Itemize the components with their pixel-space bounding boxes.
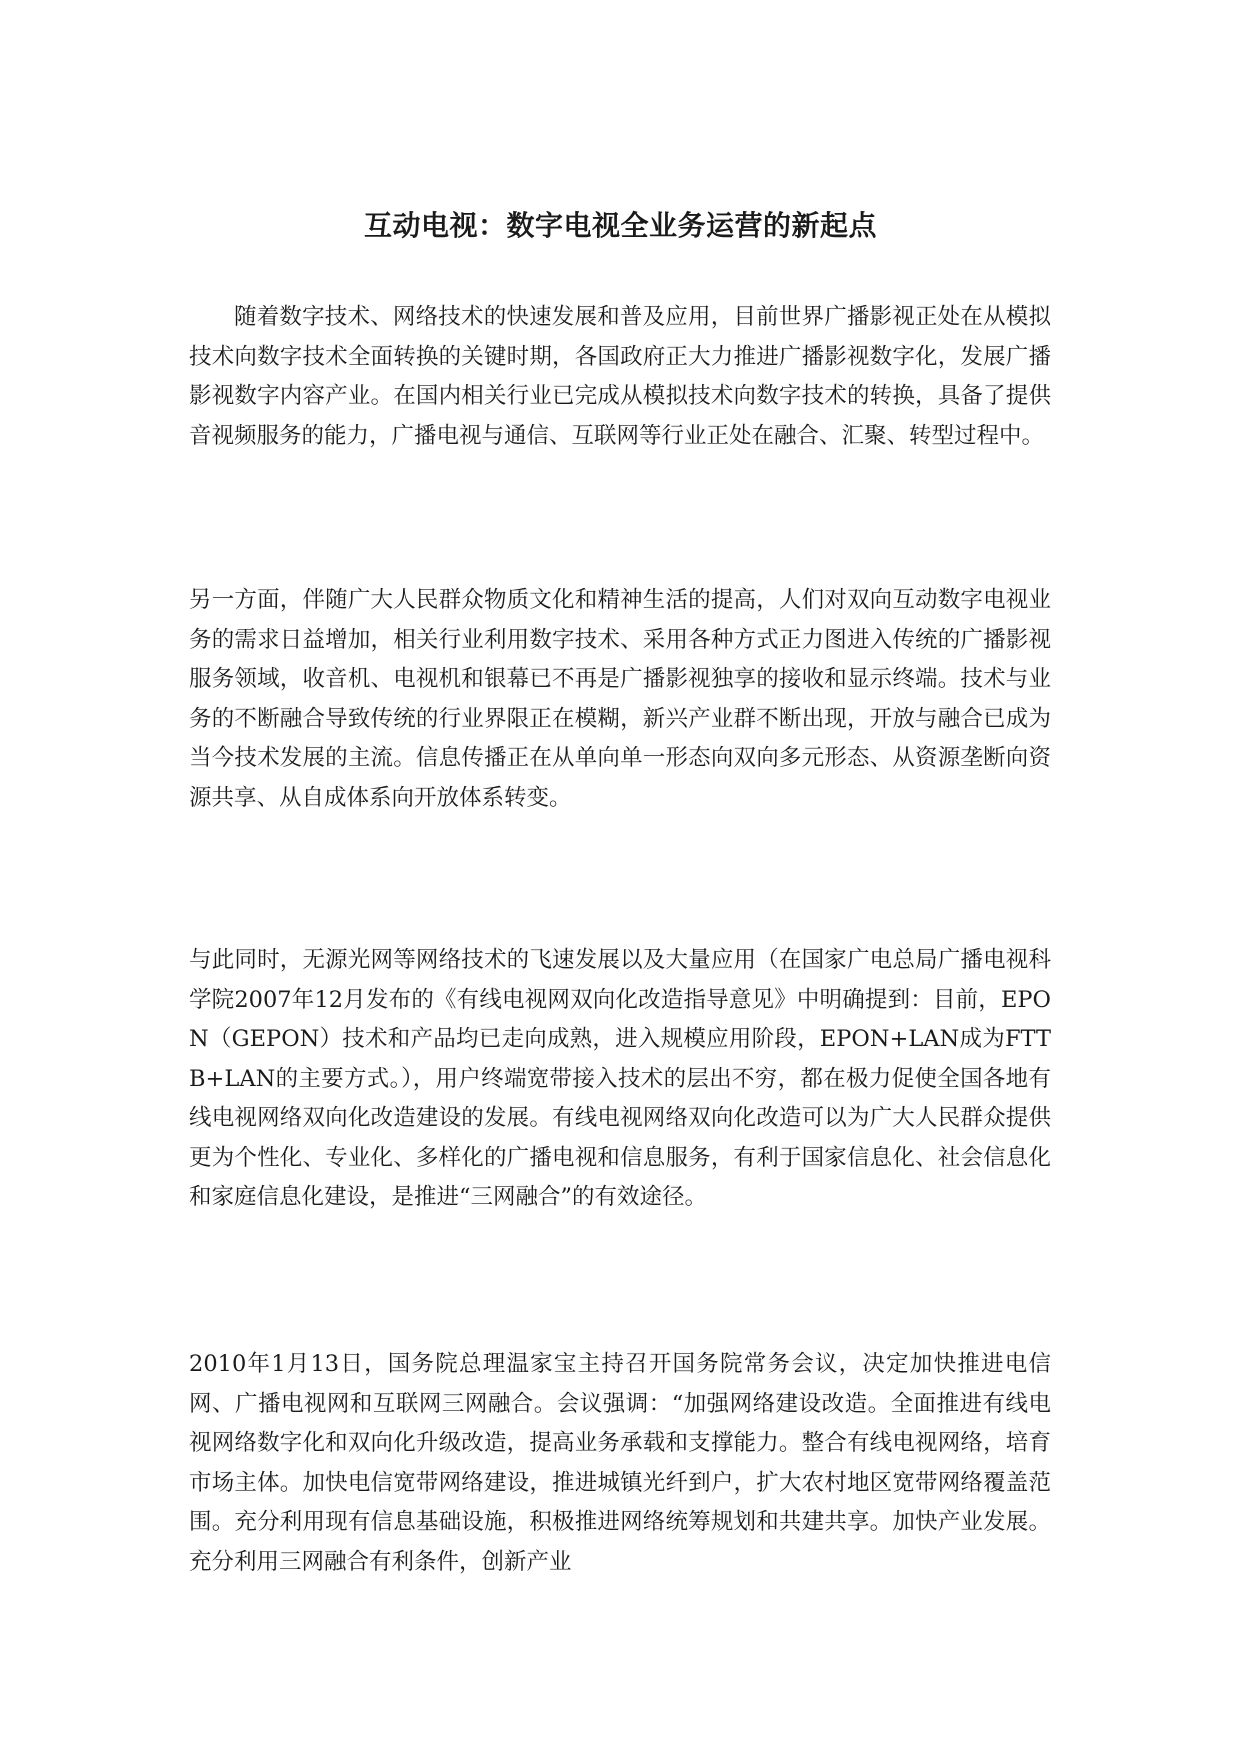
- paragraph-intro: 随着数字技术、网络技术的快速发展和普及应用，目前世界广播影视正处在从模拟技术向数字技术全面转换的关键时期，各国政府正大力推进广播影视数字化，发展广播影视数字内容产业。在国内相关行业已完成从模拟技术向数字技术的转换，具备了提供音视频服务的能力，广播电视与通信、互联网等行业正处在融合、汇聚、转型过程中。: [189, 304, 1051, 449]
- document-title: 互动电视：数字电视全业务运营的新起点: [363, 209, 877, 242]
- paragraph-state-council: 2010年1月13日，国务院总理温家宝主持召开国务院常务会议，决定加快推进电信网、广播电视网和互联网三网融合。会议强调：“加强网络建设改造。全面推进有线电视网络数字化和双向化升级改造，提高业务承载和支撑能力。整合有线电视网络，培育市场主体。加快电信宽带网络建设，推进城镇光纤到户，扩大农村地区宽带网络覆盖范围。充分利用现有信息基础设施，积极推进网络统筹规划和共建共享。加快产业发展。充分利用三网融合有利条件，创新产业: [189, 1351, 1051, 1575]
- paragraph-network-tech: 与此同时，无源光网等网络技术的飞速发展以及大量应用（在国家广电总局广播电视科学院2007年12月发布的《有线电视网双向化改造指导意见》中明确提到：目前，EPON（GEPON）技术和产品均已走向成熟，进入规模应用阶段，EPON+LAN成为FTTB+LAN的主要方式。），用户终端宽带接入技术的层出不穷，都在极力促使全国各地有线电视网络双向化改造建设的发展。有线电视网络双向化改造可以为广大人民群众提供更为个性化、专业化、多样化的广播电视和信息服务，有利于国家信息化、社会信息化和家庭信息化建设，是推进“三网融合”的有效途径。: [189, 947, 1051, 1210]
- paragraph-demand: 另一方面，伴随广大人民群众物质文化和精神生活的提高，人们对双向互动数字电视业务的需求日益增加，相关行业利用数字技术、采用各种方式正力图进入传统的广播影视服务领域，收音机、电视机和银幕已不再是广播影视独享的接收和显示终端。技术与业务的不断融合导致传统的行业界限正在模糊，新兴产业群不断出现，开放与融合已成为当今技术发展的主流。信息传播正在从单向单一形态向双向多元形态、从资源垄断向资源共享、从自成体系向开放体系转变。: [189, 587, 1051, 811]
